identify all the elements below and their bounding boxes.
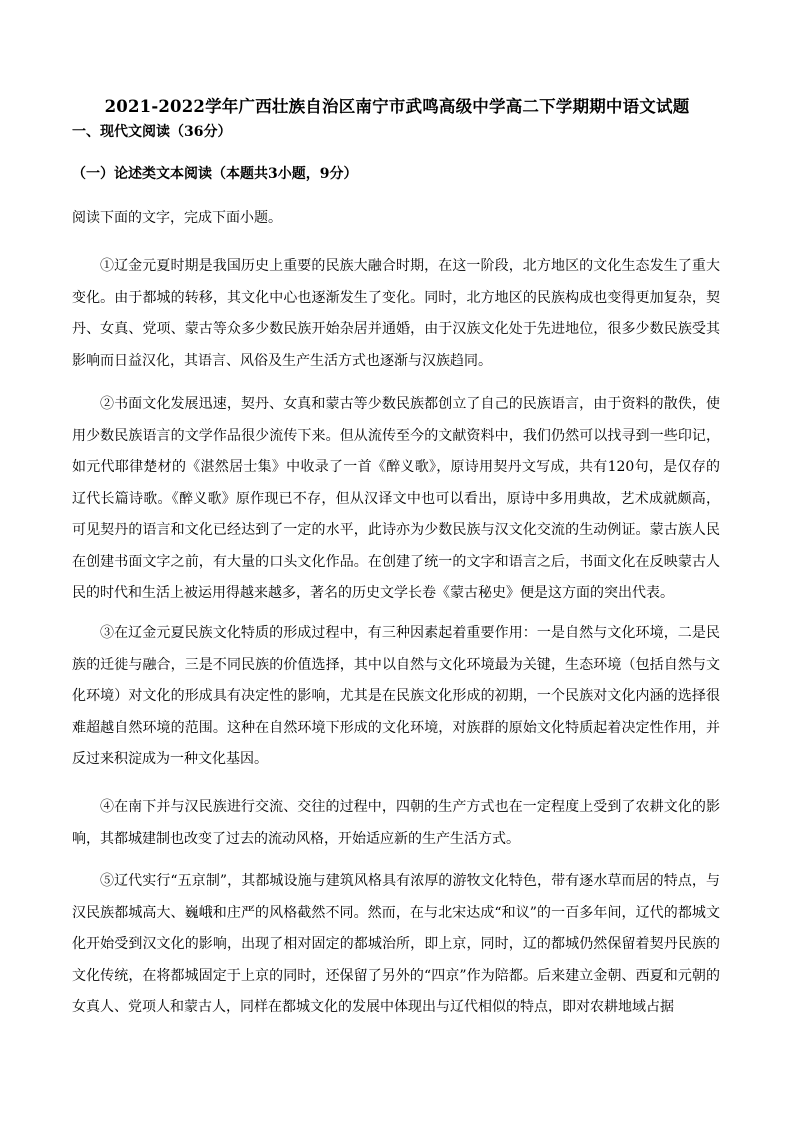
paragraph-5: ⑤辽代实行“五京制”，其都城设施与建筑风格具有浓厚的游牧文化特色，带有逐水草而居的特点，与汉民族都城高大、巍峨和庄严的风格截然不同。然而，在与北宋达成“和议”的一百多年间，辽代的都城文化开始受到汉文化的影响，出现了相对固定的都城治所，即上京，同时，辽的都城仍然保留着契丹民族的文化传统，在将都城固定于上京的同时，还保留了另外的“四京”作为陪都。后来建立金朝、西夏和元朝的女真人、党项人和蒙古人，同样在都城文化的发展中体现出与辽代相似的特点，即对农耕地域占据 (72, 873, 720, 1015)
exam-title: 2021-2022学年广西壮族自治区南宁市武鸣高级中学高二下学期期中语文试题 (104, 97, 690, 116)
reading-instruction: 阅读下面的文字，完成下面小题。 (72, 210, 282, 226)
subsection-heading: （一）论述类文本阅读（本题共3小题，9分） (72, 166, 358, 182)
paragraph-2: ②书面文化发展迅速，契丹、女真和蒙古等少数民族都创立了自己的民族语言，由于资料的散佚，使用少数民族语言的文学作品很少流传下来。但从流传至今的文献资料中，我们仍然可以找寻到一些印记，如元代耶律楚材的《湛然居士集》中收录了一首《醉义歌》，原诗用契丹文写成，共有120句，是仅存的辽代长篇诗歌。《醉义歌》原作现已不存，但从汉译文中也可以看出，原诗中多用典故，艺术成就颇高，可见契丹的语言和文化已经达到了一定的水平，此诗亦为少数民族与汉文化交流的生动例证。蒙古族人民在创建书面文字之前，有大量的口头文化作品。在创建了统一的文字和语言之后，书面文化在反映蒙古人民的时代和生活上被运用得越来越多，著名的历史文学长卷《蒙古秘史》便是这方面的突出代表。 (72, 396, 720, 601)
paragraph-1: ①辽金元夏时期是我国历史上重要的民族大融合时期，在这一阶段，北方地区的文化生态发生了重大变化。由于都城的转移，其文化中心也逐渐发生了变化。同时，北方地区的民族构成也变得更加复杂，契丹、女真、党项、蒙古等众多少数民族开始杂居并通婚，由于汉族文化处于先进地位，很多少数民族受其影响而日益汉化，其语言、风俗及生产生活方式也逐渐与汉族趋同。 (72, 258, 720, 369)
section-heading: 一、现代文阅读（36分） (72, 124, 232, 140)
paragraph-3: ③在辽金元夏民族文化特质的形成过程中，有三种因素起着重要作用：一是自然与文化环境，二是民族的迁徙与融合，三是不同民族的价值选择，其中以自然与文化环境最为关键，生态环境（包括自然与文化环境）对文化的形成具有决定性的影响，尤其是在民族文化形成的初期，一个民族对文化内涵的选择很难超越自然环境的范围。这种在自然环境下形成的文化环境，对族群的原始文化特质起着决定性作用，并反过来积淀成为一种文化基因。 (72, 625, 720, 767)
paragraph-4: ④在南下并与汉民族进行交流、交往的过程中，四朝的生产方式也在一定程度上受到了农耕文化的影响，其都城建制也改变了过去的流动风格，开始适应新的生产生活方式。 (72, 799, 720, 847)
